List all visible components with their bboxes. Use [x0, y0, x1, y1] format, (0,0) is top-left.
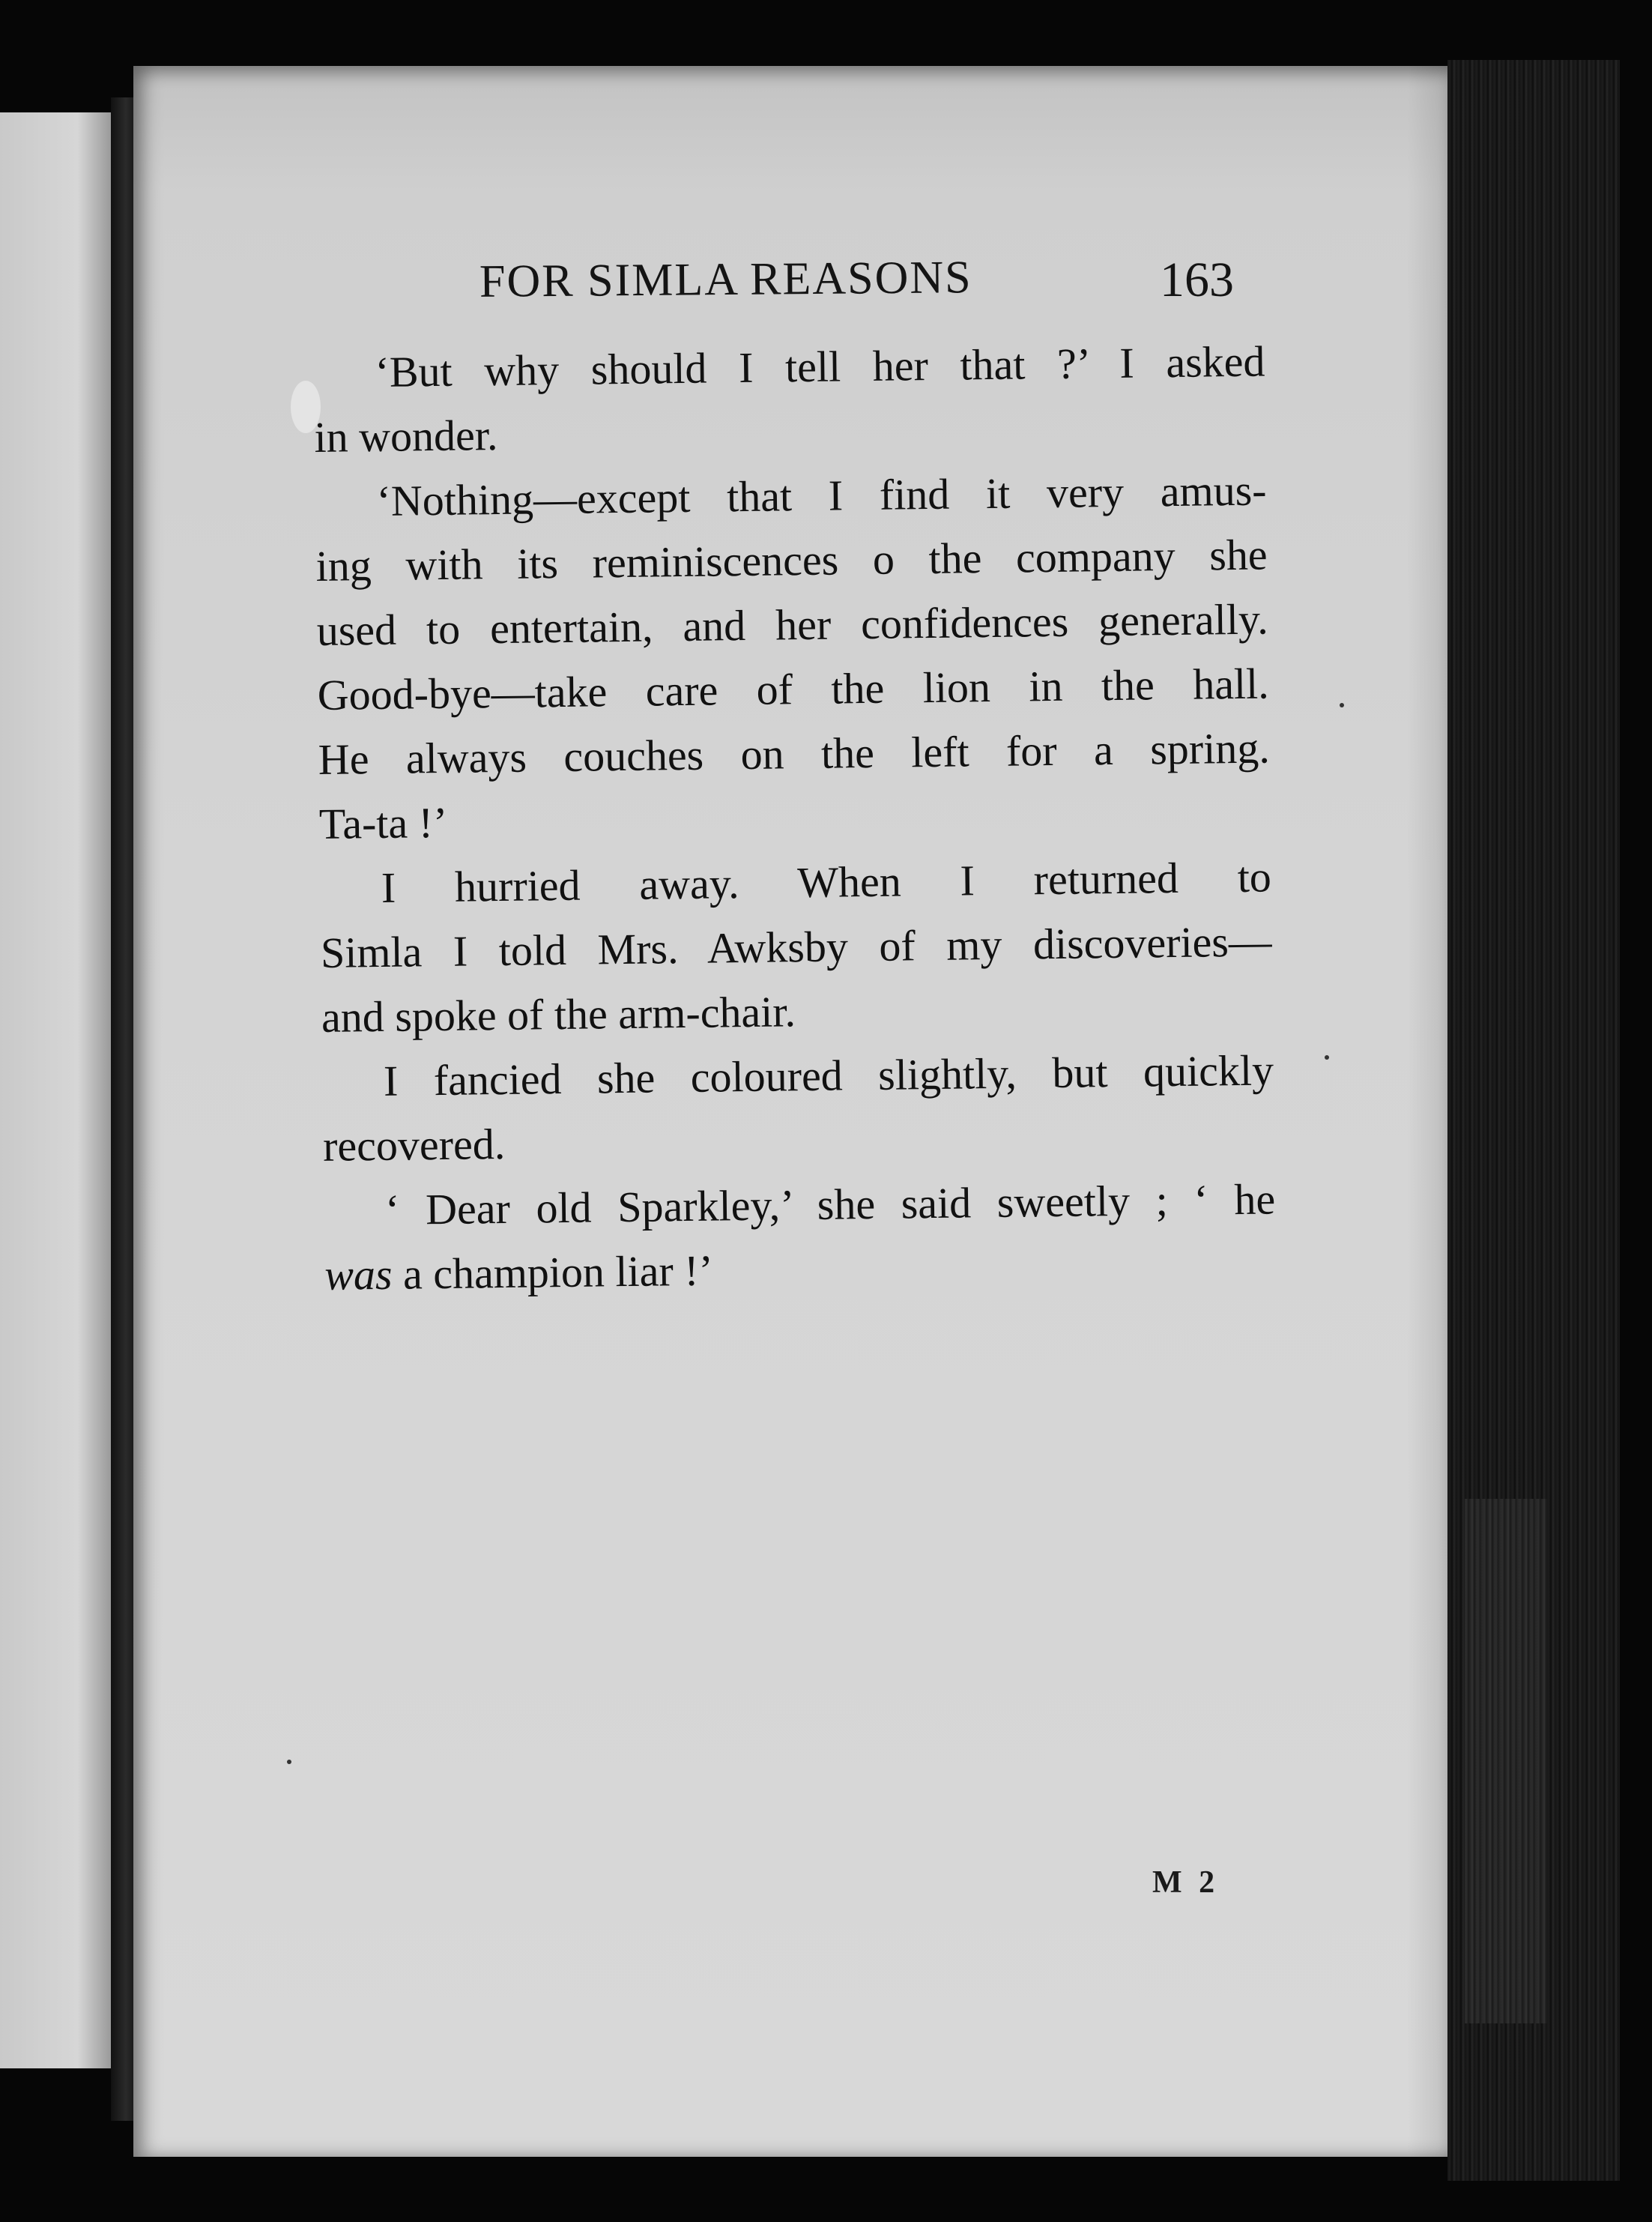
text-line-last: [324, 1231, 1277, 1308]
text-line: Good-bye—take care of the lion in the hall.: [317, 659, 1270, 719]
running-head: FOR SIMLA REASONS: [479, 252, 972, 307]
text-line: ing with its reminiscences o the company she: [315, 530, 1268, 591]
text-line: Ta-ta !’: [318, 797, 448, 848]
text-line: I fancied she coloured slightly, but quickly: [383, 1045, 1274, 1105]
text-line: used to entertain, and her confidences generally.: [316, 594, 1269, 655]
ink-speck: [1340, 703, 1344, 707]
italic-word: was: [324, 1249, 393, 1299]
text-line: I hurried away. When I returned to: [381, 852, 1272, 912]
text-line-rest: a champion liar !’: [392, 1246, 714, 1299]
ink-speck: [287, 1760, 291, 1764]
body-text: [313, 329, 1277, 1307]
text-line: He always couches on the left for a spring.: [318, 723, 1271, 784]
text-line: ‘Nothing—except that I find it very amus-: [376, 465, 1267, 525]
text-line: ‘But why should I tell her that ?’ I asked: [375, 336, 1265, 396]
text-line: ‘ Dear old Sparkley,’ she said sweetly ; ‘ he: [384, 1174, 1276, 1234]
ink-speck: [1325, 1055, 1329, 1060]
text-line: and spoke of the arm-chair.: [321, 987, 796, 1042]
text-line: recovered.: [322, 1119, 506, 1171]
text-line: Simla I told Mrs. Awksby of my discoveries—: [320, 917, 1273, 977]
signature-mark: M 2: [1152, 1865, 1220, 1900]
text-line: in wonder.: [314, 411, 498, 462]
page-number: 163: [1160, 253, 1234, 307]
left-page-edge: [0, 112, 111, 2068]
